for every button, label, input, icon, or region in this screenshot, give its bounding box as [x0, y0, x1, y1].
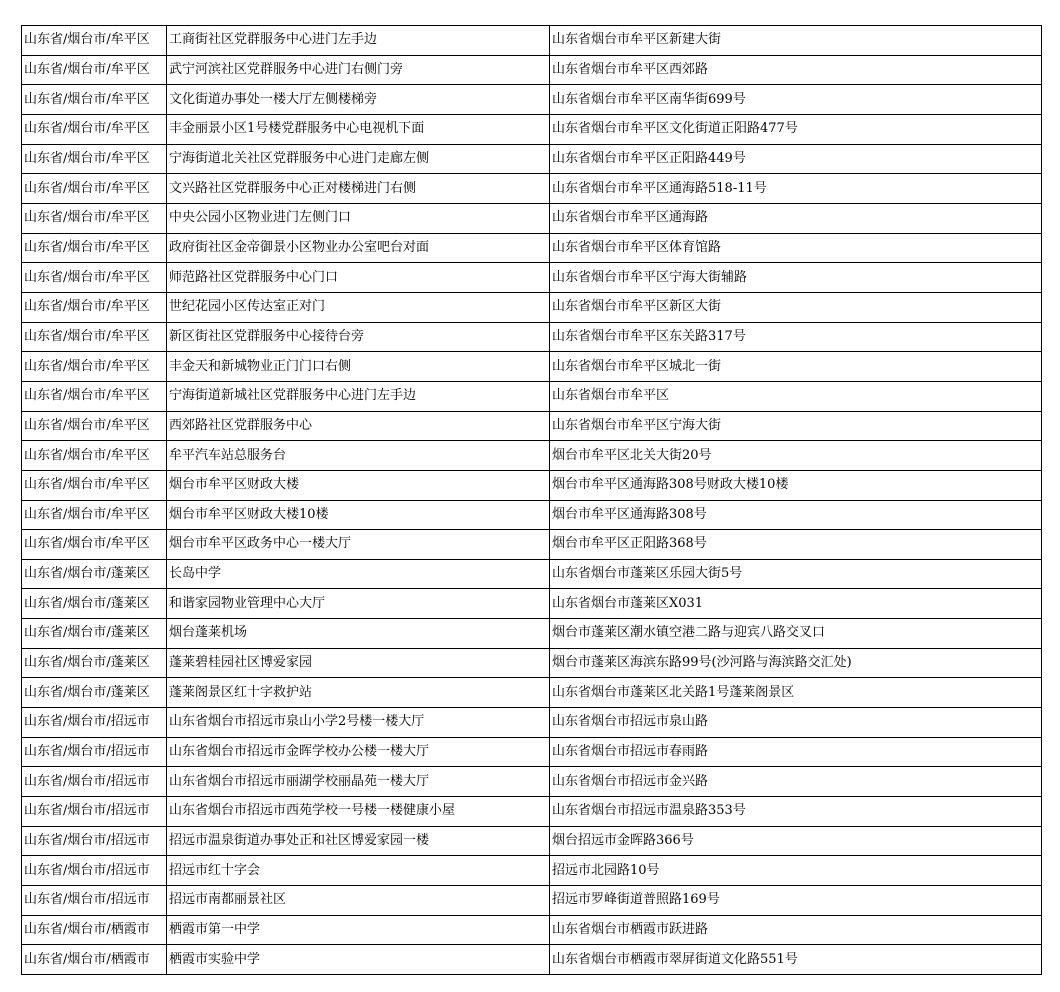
region-cell: 山东省/烟台市/牟平区	[22, 114, 167, 144]
table-row	[22, 26, 1042, 56]
table-row	[22, 767, 1042, 797]
region-cell: 山东省/烟台市/牟平区	[22, 411, 167, 441]
location-cell: 工商街社区党群服务中心进门左手边	[167, 26, 550, 56]
table-row	[22, 233, 1042, 263]
location-cell: 丰金丽景小区1号楼党群服务中心电视机下面	[167, 114, 550, 144]
region-cell: 山东省/烟台市/牟平区	[22, 352, 167, 382]
region-cell: 山东省/烟台市/蓬莱区	[22, 559, 167, 589]
region-cell: 山东省/烟台市/牟平区	[22, 322, 167, 352]
table-row	[22, 85, 1042, 115]
region-cell: 山东省/烟台市/招远市	[22, 856, 167, 886]
table-row	[22, 352, 1042, 382]
address-cell: 山东省烟台市牟平区	[550, 381, 1042, 411]
address-cell: 山东省烟台市栖霞市跃进路	[550, 915, 1042, 945]
table-row	[22, 55, 1042, 85]
region-cell: 山东省/烟台市/牟平区	[22, 144, 167, 174]
location-cell: 政府街社区金帝御景小区物业办公室吧台对面	[167, 233, 550, 263]
location-cell: 宁海街道北关社区党群服务中心进门走廊左侧	[167, 144, 550, 174]
address-cell: 山东省烟台市牟平区宁海大街辅路	[550, 263, 1042, 293]
table-row	[22, 678, 1042, 708]
location-cell: 烟台蓬莱机场	[167, 619, 550, 649]
region-cell: 山东省/烟台市/牟平区	[22, 292, 167, 322]
address-cell: 山东省烟台市牟平区新区大街	[550, 292, 1042, 322]
location-cell: 烟台市牟平区财政大楼	[167, 470, 550, 500]
table-row	[22, 737, 1042, 767]
location-cell: 文兴路社区党群服务中心正对楼梯进门右侧	[167, 174, 550, 204]
address-cell: 山东省烟台市牟平区通海路	[550, 203, 1042, 233]
location-cell: 烟台市牟平区政务中心一楼大厅	[167, 530, 550, 560]
address-cell: 招远市北园路10号	[550, 856, 1042, 886]
region-cell: 山东省/烟台市/牟平区	[22, 470, 167, 500]
address-cell: 山东省烟台市牟平区东关路317号	[550, 322, 1042, 352]
address-cell: 山东省烟台市招远市春雨路	[550, 737, 1042, 767]
address-table-body	[22, 26, 1042, 975]
region-cell: 山东省/烟台市/牟平区	[22, 55, 167, 85]
location-cell: 西郊路社区党群服务中心	[167, 411, 550, 441]
region-cell: 山东省/烟台市/招远市	[22, 826, 167, 856]
region-cell: 山东省/烟台市/蓬莱区	[22, 589, 167, 619]
location-cell: 招远市南都丽景社区	[167, 886, 550, 916]
location-cell: 山东省烟台市招远市金晖学校办公楼一楼大厅	[167, 737, 550, 767]
table-row	[22, 530, 1042, 560]
table-row	[22, 915, 1042, 945]
table-row	[22, 589, 1042, 619]
table-row	[22, 411, 1042, 441]
table-row	[22, 856, 1042, 886]
table-row	[22, 322, 1042, 352]
table-row	[22, 381, 1042, 411]
address-cell: 招远市罗峰街道普照路169号	[550, 886, 1042, 916]
location-cell: 中央公园小区物业进门左侧门口	[167, 203, 550, 233]
location-cell: 和谐家园物业管理中心大厅	[167, 589, 550, 619]
table-row	[22, 886, 1042, 916]
address-cell: 山东省烟台市牟平区南华街699号	[550, 85, 1042, 115]
region-cell: 山东省/烟台市/牟平区	[22, 174, 167, 204]
location-cell: 武宁河滨社区党群服务中心进门右侧门旁	[167, 55, 550, 85]
region-cell: 山东省/烟台市/牟平区	[22, 441, 167, 471]
region-cell: 山东省/烟台市/蓬莱区	[22, 648, 167, 678]
address-cell: 烟台市牟平区通海路308号	[550, 500, 1042, 530]
address-cell: 烟台市蓬莱区海滨东路99号(沙河路与海滨路交汇处)	[550, 648, 1042, 678]
location-cell: 新区街社区党群服务中心接待台旁	[167, 322, 550, 352]
table-row	[22, 559, 1042, 589]
region-cell: 山东省/烟台市/牟平区	[22, 500, 167, 530]
address-cell: 烟台招远市金晖路366号	[550, 826, 1042, 856]
address-cell: 山东省烟台市牟平区通海路518-11号	[550, 174, 1042, 204]
location-cell: 文化街道办事处一楼大厅左侧楼梯旁	[167, 85, 550, 115]
region-cell: 山东省/烟台市/蓬莱区	[22, 619, 167, 649]
address-cell: 山东省烟台市招远市泉山路	[550, 708, 1042, 738]
location-cell: 招远市温泉街道办事处正和社区博爱家园一楼	[167, 826, 550, 856]
table-row	[22, 500, 1042, 530]
address-cell: 山东省烟台市栖霞市翠屏街道文化路551号	[550, 945, 1042, 975]
address-cell: 烟台市牟平区通海路308号财政大楼10楼	[550, 470, 1042, 500]
location-cell: 山东省烟台市招远市丽湖学校丽晶苑一楼大厅	[167, 767, 550, 797]
address-cell: 烟台市牟平区北关大街20号	[550, 441, 1042, 471]
address-cell: 山东省烟台市牟平区城北一街	[550, 352, 1042, 382]
location-cell: 烟台市牟平区财政大楼10楼	[167, 500, 550, 530]
address-cell: 山东省烟台市牟平区正阳路449号	[550, 144, 1042, 174]
address-cell: 山东省烟台市蓬莱区北关路1号蓬莱阁景区	[550, 678, 1042, 708]
region-cell: 山东省/烟台市/招远市	[22, 708, 167, 738]
table-row	[22, 619, 1042, 649]
address-cell: 山东省烟台市牟平区体育馆路	[550, 233, 1042, 263]
address-table	[21, 25, 1042, 975]
region-cell: 山东省/烟台市/牟平区	[22, 203, 167, 233]
table-row	[22, 292, 1042, 322]
region-cell: 山东省/烟台市/栖霞市	[22, 945, 167, 975]
location-cell: 山东省烟台市招远市西苑学校一号楼一楼健康小屋	[167, 797, 550, 827]
location-cell: 蓬莱阁景区红十字救护站	[167, 678, 550, 708]
region-cell: 山东省/烟台市/牟平区	[22, 233, 167, 263]
region-cell: 山东省/烟台市/招远市	[22, 737, 167, 767]
region-cell: 山东省/烟台市/蓬莱区	[22, 678, 167, 708]
location-cell: 世纪花园小区传达室正对门	[167, 292, 550, 322]
location-cell: 师范路社区党群服务中心门口	[167, 263, 550, 293]
region-cell: 山东省/烟台市/招远市	[22, 767, 167, 797]
table-row	[22, 263, 1042, 293]
table-row	[22, 441, 1042, 471]
table-row	[22, 945, 1042, 975]
location-cell: 宁海街道新城社区党群服务中心进门左手边	[167, 381, 550, 411]
table-row	[22, 203, 1042, 233]
region-cell: 山东省/烟台市/牟平区	[22, 26, 167, 56]
region-cell: 山东省/烟台市/牟平区	[22, 530, 167, 560]
location-cell: 山东省烟台市招远市泉山小学2号楼一楼大厅	[167, 708, 550, 738]
table-row	[22, 648, 1042, 678]
address-cell: 山东省烟台市招远市温泉路353号	[550, 797, 1042, 827]
region-cell: 山东省/烟台市/牟平区	[22, 263, 167, 293]
address-cell: 山东省烟台市招远市金兴路	[550, 767, 1042, 797]
location-cell: 栖霞市第一中学	[167, 915, 550, 945]
table-row	[22, 174, 1042, 204]
table-row	[22, 826, 1042, 856]
address-cell: 山东省烟台市蓬莱区X031	[550, 589, 1042, 619]
table-row	[22, 144, 1042, 174]
table-row	[22, 470, 1042, 500]
region-cell: 山东省/烟台市/牟平区	[22, 85, 167, 115]
address-cell: 烟台市蓬莱区潮水镇空港二路与迎宾八路交叉口	[550, 619, 1042, 649]
location-cell: 长岛中学	[167, 559, 550, 589]
address-cell: 山东省烟台市牟平区新建大街	[550, 26, 1042, 56]
address-cell: 山东省烟台市牟平区宁海大街	[550, 411, 1042, 441]
location-cell: 招远市红十字会	[167, 856, 550, 886]
region-cell: 山东省/烟台市/牟平区	[22, 381, 167, 411]
location-cell: 牟平汽车站总服务台	[167, 441, 550, 471]
location-cell: 丰金天和新城物业正门门口右侧	[167, 352, 550, 382]
table-row	[22, 114, 1042, 144]
table-row	[22, 708, 1042, 738]
address-cell: 烟台市牟平区正阳路368号	[550, 530, 1042, 560]
region-cell: 山东省/烟台市/招远市	[22, 797, 167, 827]
table-row	[22, 797, 1042, 827]
location-cell: 栖霞市实验中学	[167, 945, 550, 975]
location-cell: 蓬莱碧桂园社区博爱家园	[167, 648, 550, 678]
address-cell: 山东省烟台市牟平区文化街道正阳路477号	[550, 114, 1042, 144]
region-cell: 山东省/烟台市/栖霞市	[22, 915, 167, 945]
address-cell: 山东省烟台市牟平区西郊路	[550, 55, 1042, 85]
address-cell: 山东省烟台市蓬莱区乐园大街5号	[550, 559, 1042, 589]
region-cell: 山东省/烟台市/招远市	[22, 886, 167, 916]
